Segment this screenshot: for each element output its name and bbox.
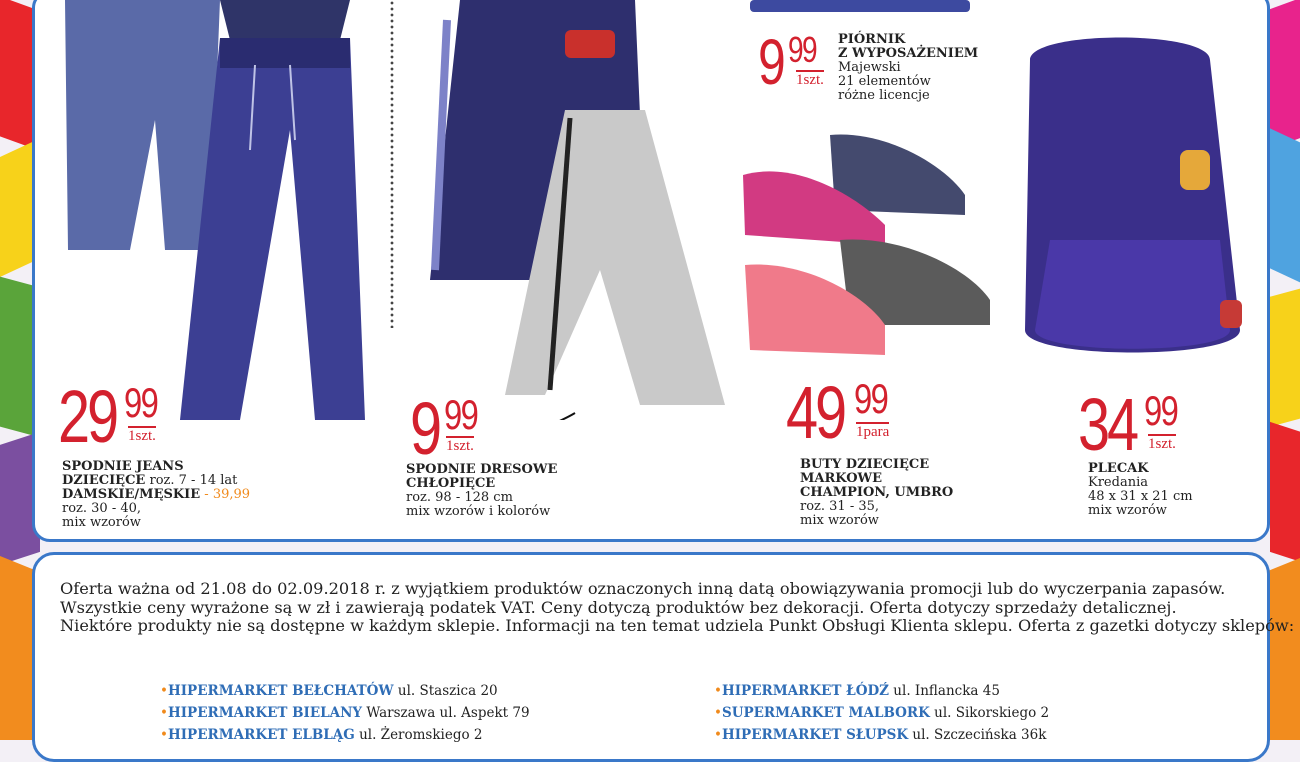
price-cents: 99 xyxy=(124,379,158,426)
price-cents: 99 xyxy=(788,29,817,70)
store-name: SUPERMARKET MALBORK xyxy=(721,705,930,721)
desc-backpack xyxy=(1088,462,1193,518)
bullet-icon: • xyxy=(160,683,168,699)
product-variant: mix wzorów i kolorów xyxy=(406,504,551,519)
store-address: ul. Sikorskiego 2 xyxy=(929,705,1050,721)
product-variant: mix wzorów xyxy=(62,515,141,530)
bullet-icon: • xyxy=(160,705,168,721)
sweatpants-image xyxy=(425,0,735,420)
product-title: DZIECIĘCE xyxy=(62,473,146,488)
desc-shoes xyxy=(800,458,953,528)
price-integer: 9 xyxy=(410,387,439,470)
store-address: Warszawa ul. Aspekt 79 xyxy=(362,705,530,721)
shoes-image xyxy=(735,125,1000,370)
product-title: CHAMPION, UMBRO xyxy=(800,485,954,500)
store-name: HIPERMARKET BEŁCHATÓW xyxy=(167,683,394,699)
price-integer: 49 xyxy=(786,371,844,454)
store-list-right xyxy=(714,680,1049,746)
product-size: 48 x 31 x 21 cm xyxy=(1088,489,1193,504)
store-item[interactable] xyxy=(160,680,530,702)
product-size: roz. 98 - 128 cm xyxy=(406,490,513,505)
desc-jeans xyxy=(62,460,250,530)
info-line: Wszystkie ceny wyrażone są w zł i zawierają podatek VAT. Ceny dotyczą produktów bez dekoracji. Oferta dotyczy sprzedaży detalicznej. xyxy=(60,597,1177,617)
price-unit: 1szt. xyxy=(128,428,156,444)
store-address: ul. Staszica 20 xyxy=(393,683,498,699)
store-name: HIPERMARKET SŁUPSK xyxy=(721,727,909,743)
dotted-divider xyxy=(390,0,394,328)
price-integer: 34 xyxy=(1078,383,1136,466)
price-unit: 1szt. xyxy=(1148,436,1176,452)
product-title: PIÓRNIK xyxy=(838,32,906,47)
price-cents: 99 xyxy=(444,391,478,438)
info-line: Oferta ważna od 21.08 do 02.09.2018 r. z wyjątkiem produktów oznaczonych inną datą obowiązywania promocji lub do wyczerpania zapasów. xyxy=(60,579,1226,598)
price-cents: 99 xyxy=(854,375,888,422)
bullet-icon: • xyxy=(160,727,168,743)
store-item[interactable] xyxy=(160,702,530,724)
product-brand: Kredania xyxy=(1088,475,1148,490)
jeans-image xyxy=(60,0,380,430)
price-jeans xyxy=(58,375,178,460)
info-line: Niektóre produkty nie są dostępne w każdym sklepie. Informacji na ten temat udziela Punkt Obsługi Klienta sklepu. Oferta z gazetki dotyczy sklepów: xyxy=(60,616,1295,635)
product-variant: mix wzorów xyxy=(1088,503,1167,518)
store-address: ul. Inflancka 45 xyxy=(889,683,1000,699)
desc-sweatpants xyxy=(406,463,557,519)
price-integer: 9 xyxy=(758,26,783,98)
product-title: SPODNIE DRESOWE xyxy=(406,462,558,477)
product-size: roz. 30 - 40, xyxy=(62,501,142,516)
product-size: roz. 7 - 14 lat xyxy=(149,473,238,488)
store-name: HIPERMARKET BIELANY xyxy=(167,705,363,721)
price-pencil-case xyxy=(758,26,838,100)
store-name: HIPERMARKET ŁÓDŹ xyxy=(721,683,890,699)
product-title: BUTY DZIECIĘCE xyxy=(800,457,930,472)
backpack-image xyxy=(1010,30,1250,375)
pencil-case-image xyxy=(750,0,970,14)
product-alt-price: - 39,99 xyxy=(200,487,251,502)
bullet-icon: • xyxy=(714,727,722,743)
offer-info xyxy=(60,580,1294,636)
price-sweatpants xyxy=(410,387,500,470)
price-integer: 29 xyxy=(58,375,116,458)
store-item[interactable] xyxy=(714,702,1049,724)
price-cents: 99 xyxy=(1144,387,1178,434)
product-size: roz. 31 - 35, xyxy=(800,499,880,514)
price-unit: 1para xyxy=(856,424,890,440)
price-backpack xyxy=(1078,383,1198,468)
store-item[interactable] xyxy=(714,680,1049,702)
store-item[interactable] xyxy=(714,724,1049,746)
store-address: ul. Żeromskiego 2 xyxy=(354,727,483,743)
price-shoes xyxy=(786,371,906,456)
product-variant: różne licencje xyxy=(838,88,930,103)
product-title: MARKOWE xyxy=(800,471,883,486)
store-list-left xyxy=(160,680,530,746)
price-unit: 1szt. xyxy=(446,438,474,454)
product-brand: Majewski xyxy=(838,60,901,75)
store-name: HIPERMARKET ELBLĄG xyxy=(167,727,355,743)
desc-pencil-case xyxy=(838,33,978,103)
bullet-icon: • xyxy=(714,683,722,699)
store-address: ul. Szczecińska 36k xyxy=(908,727,1047,743)
price-unit: 1szt. xyxy=(796,72,824,88)
bullet-icon: • xyxy=(714,705,722,721)
product-variant: mix wzorów xyxy=(800,513,879,528)
product-title: SPODNIE JEANS xyxy=(62,459,184,474)
store-item[interactable] xyxy=(160,724,530,746)
product-title: CHŁOPIĘCE xyxy=(406,476,496,491)
product-title: PLECAK xyxy=(1088,461,1149,476)
product-title: DAMSKIE/MĘSKIE xyxy=(62,487,201,502)
product-contents: 21 elementów xyxy=(838,74,931,89)
product-title: Z WYPOSAŻENIEM xyxy=(838,46,979,61)
